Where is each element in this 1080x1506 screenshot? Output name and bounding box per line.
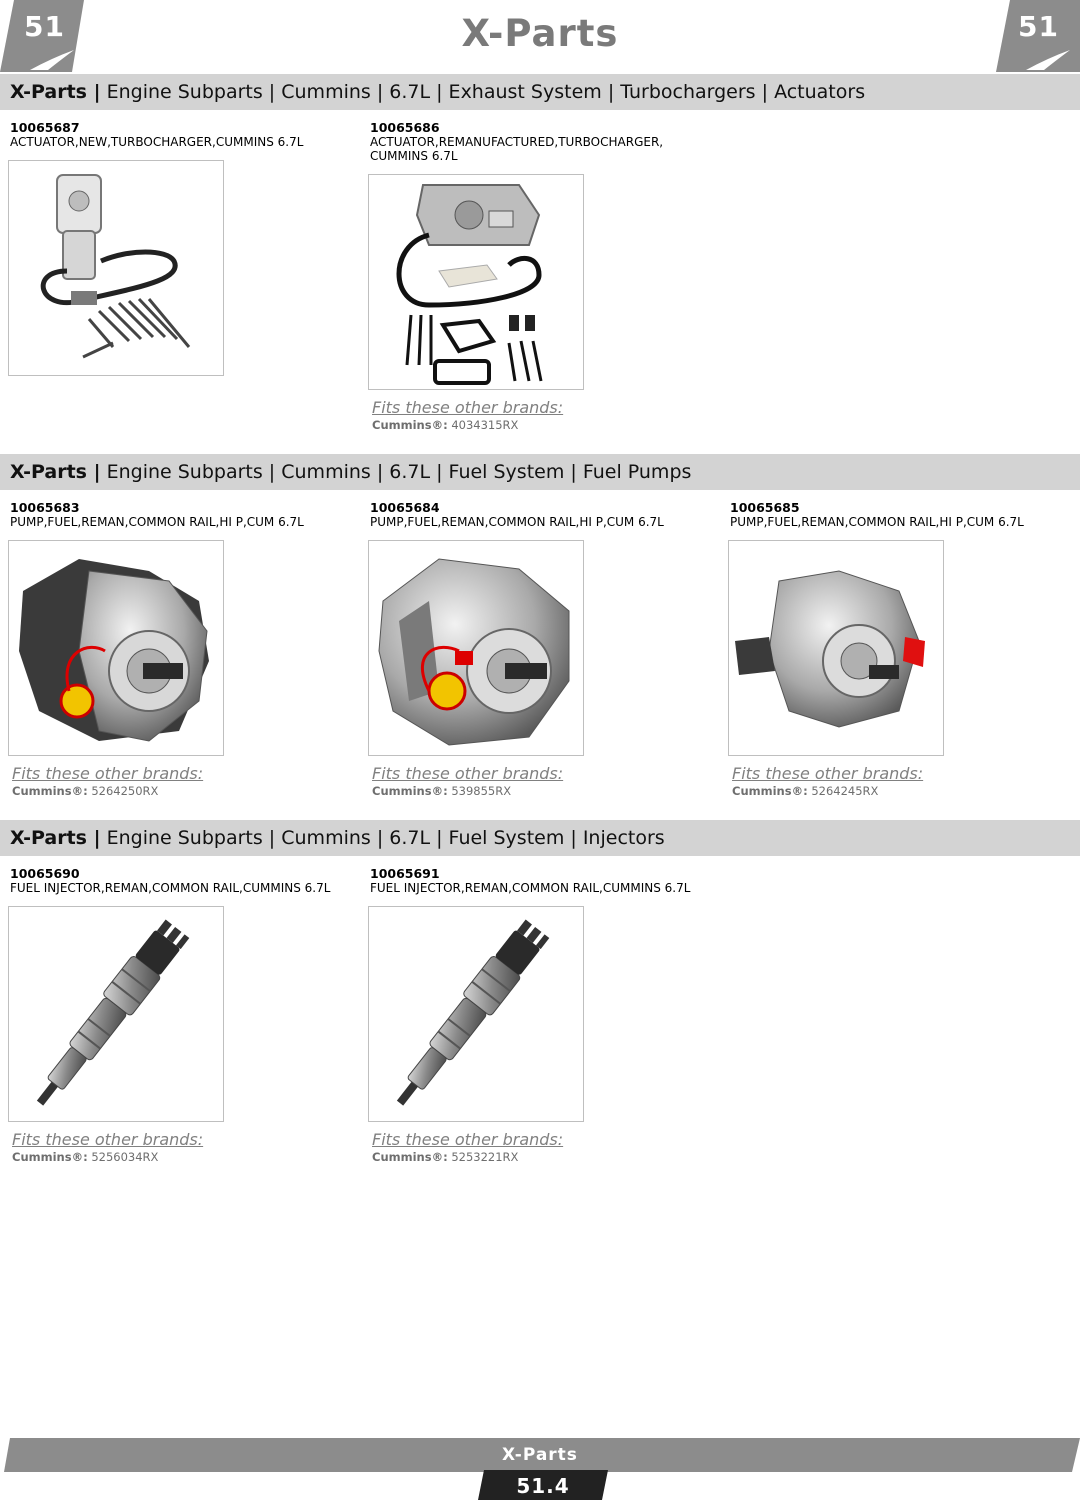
part-number: 10065691 <box>370 866 440 881</box>
fits-part-number: 5264250RX <box>87 784 159 798</box>
fits-part-number: 5253221RX <box>447 1150 519 1164</box>
fits-title-link[interactable]: Fits these other brands: <box>372 764 564 783</box>
fits-title-link[interactable]: Fits these other brands: <box>372 1130 564 1149</box>
part-card[interactable] <box>368 501 708 529</box>
part-description: ACTUATOR,NEW,TURBOCHARGER,CUMMINS 6.7L <box>10 135 304 149</box>
fuel-pump-icon <box>9 541 223 755</box>
part-description: ACTUATOR,REMANUFACTURED,TURBOCHARGER, CUMMINS 6.7L <box>370 135 664 163</box>
part-image[interactable] <box>8 540 224 756</box>
fits-part-number: 5264245RX <box>807 784 879 798</box>
part-description: FUEL INJECTOR,REMAN,COMMON RAIL,CUMMINS 6.7L <box>370 881 691 895</box>
section-path: Engine Subparts | Cummins | 6.7L | Fuel System | Fuel Pumps <box>100 461 692 483</box>
section-header-injectors: X-Parts | Engine Subparts | Cummins | 6.7L | Fuel System | Injectors <box>0 820 1080 856</box>
footer-title: X-Parts <box>502 1445 578 1465</box>
part-card[interactable] <box>8 867 348 895</box>
fits-brand: Cummins®: <box>372 418 448 432</box>
part-number: 10065690 <box>10 866 80 881</box>
fits-brand: Cummins®: <box>372 1150 448 1164</box>
fits-title-link[interactable]: Fits these other brands: <box>12 764 204 783</box>
fits-brands <box>8 1130 348 1170</box>
page-tab-right <box>996 0 1080 72</box>
fits-brands <box>8 764 348 804</box>
section-path: Engine Subparts | Cummins | 6.7L | Fuel System | Injectors <box>100 827 665 849</box>
fits-row <box>372 1150 518 1164</box>
fits-brands <box>368 764 708 804</box>
section-brand: X-Parts <box>10 461 87 483</box>
fits-row <box>12 784 158 798</box>
part-image[interactable] <box>728 540 944 756</box>
fits-title-link[interactable]: Fits these other brands: <box>372 398 564 417</box>
fits-brand: Cummins®: <box>12 1150 88 1164</box>
fits-brands <box>368 1130 708 1170</box>
part-image[interactable] <box>368 540 584 756</box>
part-number: 10065683 <box>10 500 80 515</box>
fuel-injector-icon <box>9 907 223 1121</box>
fits-row <box>372 418 518 432</box>
fits-title-link[interactable]: Fits these other brands: <box>12 1130 204 1149</box>
fuel-injector-icon <box>369 907 583 1121</box>
part-image[interactable] <box>368 174 584 390</box>
fits-title-link[interactable]: Fits these other brands: <box>732 764 924 783</box>
turbo-actuator-kit-icon <box>369 175 583 389</box>
part-card[interactable] <box>368 121 708 163</box>
footer-page-number: 51.4 <box>516 1474 570 1498</box>
fuel-pump-icon <box>369 541 583 755</box>
fits-part-number: 4034315RX <box>447 418 519 432</box>
turbo-actuator-icon <box>9 161 223 375</box>
section-header-fuel-pumps: X-Parts | Engine Subparts | Cummins | 6.7L | Fuel System | Fuel Pumps <box>0 454 1080 490</box>
fits-part-number: 539855RX <box>447 784 512 798</box>
part-card[interactable] <box>8 121 348 149</box>
fits-row <box>372 784 511 798</box>
part-description: PUMP,FUEL,REMAN,COMMON RAIL,HI P,CUM 6.7L <box>370 515 664 529</box>
part-card[interactable] <box>368 867 708 895</box>
part-description: FUEL INJECTOR,REMAN,COMMON RAIL,CUMMINS 6.7L <box>10 881 331 895</box>
fits-brands <box>728 764 1068 804</box>
fits-row <box>12 1150 158 1164</box>
part-number: 10065687 <box>10 120 80 135</box>
part-number: 10065686 <box>370 120 440 135</box>
fits-brand: Cummins®: <box>372 784 448 798</box>
fits-part-number: 5256034RX <box>87 1150 159 1164</box>
part-number: 10065685 <box>730 500 800 515</box>
part-card[interactable] <box>8 501 348 529</box>
page-number-left: 51 <box>24 10 65 43</box>
part-card[interactable] <box>728 501 1068 529</box>
part-image[interactable] <box>8 160 224 376</box>
fits-brand: Cummins®: <box>12 784 88 798</box>
part-description: PUMP,FUEL,REMAN,COMMON RAIL,HI P,CUM 6.7L <box>10 515 304 529</box>
part-image[interactable] <box>368 906 584 1122</box>
fuel-pump-icon <box>729 541 943 755</box>
fits-brand: Cummins®: <box>732 784 808 798</box>
part-description: PUMP,FUEL,REMAN,COMMON RAIL,HI P,CUM 6.7L <box>730 515 1024 529</box>
page-title: X-Parts <box>461 12 619 55</box>
fits-row <box>732 784 878 798</box>
part-image[interactable] <box>8 906 224 1122</box>
section-brand: X-Parts <box>10 81 87 103</box>
part-number: 10065684 <box>370 500 440 515</box>
page-number-right: 51 <box>1018 10 1059 43</box>
section-path: Engine Subparts | Cummins | 6.7L | Exhaust System | Turbochargers | Actuators <box>100 81 866 103</box>
fits-brands <box>368 398 708 438</box>
section-brand: X-Parts <box>10 827 87 849</box>
section-header-actuators: X-Parts | Engine Subparts | Cummins | 6.7L | Exhaust System | Turbochargers | Actuators <box>0 74 1080 110</box>
